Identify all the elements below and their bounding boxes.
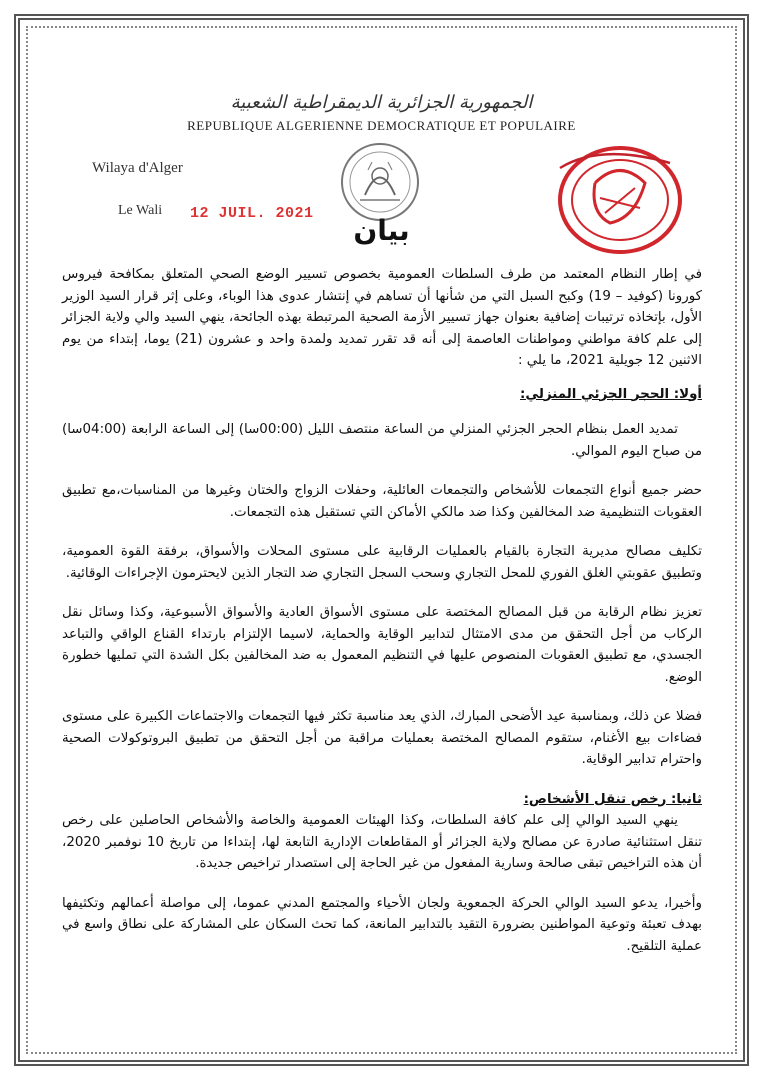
- paragraph-markets-inspection: تعزيز نظام الرقابة من قبل المصالح المختصة على مستوى الأسواق العادية والأسواق الأسبوعية، وكذا وسائل نقل الركاب من أجل التحقق من مدى الامتثال لتدابير الوقاية والحماية، لاسيما الإلتزام بارتداء القناع الواقي والتباعد الجسدي، مع تطبيق العقوبات المنصوص عليها في التنظيم المعمول به ضد المخالفين بكل الشدة التي تمليها خطورة الوضع.: [62, 605, 702, 685]
- wilaya-label: Wilaya d'Alger: [92, 160, 183, 176]
- national-emblem-icon: [335, 140, 425, 225]
- paragraph-travel-permits: ينهي السيد الوالي إلى علم كافة السلطات، وكذا الهيئات العمومية والخاصة والأشخاص الحاصلين على رخص تنقل استثنائية صادرة عن مصالح ولاية الجزائر أو المقاطعات الإدارية التابعة لها، إبتداءا من تاريخ 10 نوفمبر 2020، أن هذه التراخيص تبقى صالحة وسارية المفعول من غير الحاجة إلى استصدار تراخيص جديدة.: [62, 813, 702, 871]
- document-body: [62, 264, 702, 957]
- header-arabic-title: الجمهورية الجزائرية الديمقراطية الشعبية: [230, 92, 533, 113]
- paragraph-civil-society-call: وأخيرا، يدعو السيد الوالي الحركة الجمعوية ولجان الأحياء والمجتمع المدني عموما، إلى مواصلة أعمالهم وتكثيفها بهدف تعبئة وتوعية المواطنين بضرورة التقيد بالتدابير المانعة، كما تحث السكان على المشاركة على نطاق واسع في عملية التلقيح.: [62, 895, 702, 954]
- section-heading-partial-confinement: أولا: الحجر الجزئي المنزلي:: [520, 386, 702, 402]
- section-heading-travel-permits: ثانيا: رخص تنقل الأشخاص:: [523, 791, 702, 807]
- header-french-title: REPUBLIQUE ALGERIENNE DEMOCRATIQUE ET POPULAIRE: [187, 118, 576, 133]
- date-stamp: 12 JUIL. 2021: [190, 205, 314, 222]
- intro-paragraph: في إطار النظام المعتمد من طرف السلطات العمومية بخصوص تسيير الوضع الصحي المتعلق بمكافحة فيروس كورونا (كوفيد – 19) وكبح السبل التي من شأنها أن تساهم في إنتشار عدوى هذا الوباء، وعلى إثر قرار السيد الوزير الأول، بإتخاذه ترتيبات إضافية بعنوان جهاز تسيير الأزمة الصحية المرتبطة بهذه الجائحة، ينهي السيد والي ولاية الجزائر إلى علم كافة مواطني ومواطنات العاصمة إلى أنه قد تقرر تمديد ولمدة واحد و عشرون (21) يوما، إبتداء من يوم الاثنين 12 جويلية 2021، ما يلي :: [62, 267, 702, 368]
- le-wali-label: Le Wali: [118, 203, 163, 218]
- document-title: بيان: [353, 214, 410, 247]
- paragraph-eid-al-adha: فضلا عن ذلك، وبمناسبة عيد الأضحى المبارك، الذي يعد مناسبة تكثر فيها التجمعات والاجتماعات الكبيرة على مستوى فضاءات بيع الأغنام، ستقوم المصالح المختصة بعمليات مراقبة من أجل التحقق من تطبيق البروتوكولات الصحية واحترام تدابير الوقاية.: [62, 709, 702, 767]
- paragraph-curfew: تمديد العمل بنظام الحجر الجزئي المنزلي من الساعة منتصف الليل (00:00سا) إلى الساعة الرابعة (04:00سا) من صباح اليوم الموالي.: [62, 422, 702, 459]
- paragraph-commerce-controls: تكليف مصالح مديرية التجارة بالقيام بالعمليات الرقابية على مستوى المحلات والأسواق، برفقة القوة العمومية، وتطبيق عقوبتي الغلق الفوري للمحل التجاري وسحب السجل التجاري ضد التجار الذين لايحترمون الإجراءات الوقائية.: [62, 544, 702, 581]
- paragraph-gatherings-ban: حضر جميع أنواع التجمعات للأشخاص والتجمعات العائلية، وحفلات الزواج والختان وغيرها من المناسبات،مع تطبيق العقوبات التنظيمية ضد المخالفين وكذا ضد مالكي الأماكن التي تستقبل هذه التجمعات.: [62, 483, 702, 520]
